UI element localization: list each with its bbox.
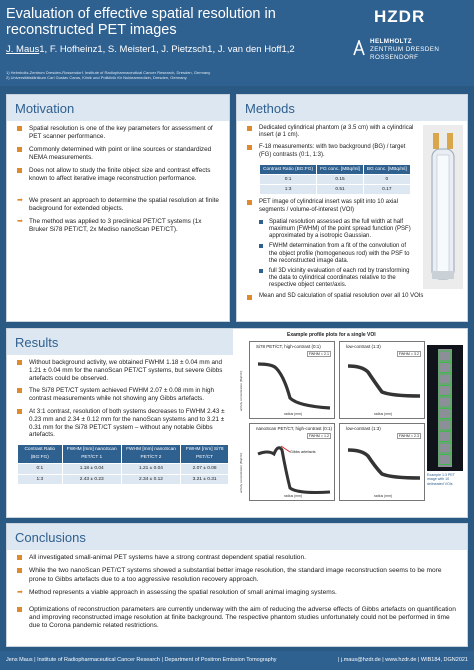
sub-bullet-text: FWHM determination from a fit of the convolution of the object profile (homogeneous rod) with the PSF to the reconstructed image data. [269, 243, 410, 264]
table-cell: 2.34 ± 0.12 [121, 474, 180, 485]
table-header-cell: FWHM [mm] nanoScan PET/CT 2 [121, 445, 180, 464]
arrow-right-icon: ➡ [17, 589, 23, 597]
conclusions-content [17, 554, 459, 636]
affiliation-1: 1) Helmholtz-Zentrum Dresden-Rossendorf, Institute of Radiopharmaceutical Cancer Research, Dresden, Germany [6, 70, 211, 75]
sub-bullet-icon [259, 244, 263, 248]
methods-bullet [247, 144, 415, 158]
arrow-right-icon: ➡ [17, 197, 23, 204]
profile-figure [237, 331, 465, 515]
footer-left: Jens Maus | Institute of Radiopharmaceutical Cancer Research | Department of Positron Emission Tomography [6, 657, 277, 663]
fwhm-label: FWHM = 3.2 [398, 352, 419, 356]
plot-label: nanoScan PET/CT, high-contrast (0:1) [256, 426, 333, 431]
sub-bullet-icon [259, 269, 263, 273]
table-header-row [18, 445, 229, 464]
table-cell: 1.21 ± 0.04 [121, 463, 180, 474]
methods-sub-bullet [259, 268, 415, 290]
results-content [17, 359, 235, 485]
concentration-table [259, 164, 411, 196]
other-authors: 1, F. Hofheinz1, S. Meister1, J. Pietzsch1, J. van den Hoff1,2 [39, 44, 295, 55]
plot-label: Si78 PET/CT, high-contrast (0:1) [256, 344, 321, 349]
bullet-text: F-18 measurements: with two background (BG) / target (FG) contrasts (0:1, 1:3). [259, 144, 406, 158]
table-cell: 0.15 [317, 175, 364, 185]
plot-nanoscan-low [339, 423, 425, 501]
sub-bullet-text: Spatial resolution assessed as the full width at half maximum (FWHM) of the point spread function (PSF) approximated by a isotropic Gaussian. [269, 218, 411, 240]
bullet-text: While the two nanoScan PET/CT systems showed a substantial better image resolution, the standard image reconstruction seems to be more prone to Gibbs artefacts due to a too aggressive resolution recovery approach. [29, 567, 442, 583]
profile-curve-nanoscan-high [250, 424, 336, 502]
table-row [260, 175, 411, 185]
bullet-square-icon [17, 409, 22, 414]
helm-line-3: ROSSENDORF [370, 54, 419, 61]
plot-nanoscan-high [249, 423, 335, 501]
phantom-photo [423, 125, 463, 289]
voi-caption: Example 1:3 PET image with 10 delineated VOIs [427, 473, 455, 486]
motivation-arrow-item [17, 197, 221, 213]
helm-line-1: HELMHOLTZ [370, 38, 412, 45]
affiliation-2: 2) Universitätsklinikum Carl Gustav Carus, Klinik und Poliklinik für Nuklearmedizin, Dresden, Germany [6, 75, 187, 80]
table-cell: 1:3 [260, 185, 317, 195]
bullet-square-icon [247, 295, 252, 300]
bullet-square-icon [17, 147, 22, 152]
table-cell: 0:1 [18, 463, 63, 474]
bullet-text: Without background activity, we obtained FWHM 1.18 ± 0.04 mm and 1.21 ± 0.04 mm for the nanoScan PET/CT systems, but severe Gibbs artefacts could be observed. [29, 359, 223, 382]
bullet-square-icon [17, 555, 22, 560]
y-axis-label: activity concentration (Bq/cm³) [239, 452, 243, 493]
x-axis-label: radius (mm) [284, 412, 303, 416]
poster-title: Evaluation of effective spatial resolution in reconstructed PET images [6, 6, 276, 38]
bullet-square-icon [17, 607, 22, 612]
bullet-text: At 3:1 contrast, resolution of both systems decreases to FWHM 2.43 ± 0.23 mm and 2.34 ± 0.12 mm for the nanoScan systems and to 3.21 ± 0.31 mm for the Si78 PET/CT system – without any notable Gibbs artefacts. [29, 407, 225, 439]
plot-label: low-contrast (1:3) [346, 344, 381, 349]
conclusions-bullet [17, 567, 459, 584]
x-axis-label: radius (mm) [374, 412, 393, 416]
methods-title: Methods [245, 101, 295, 116]
table-cell: 0.51 [317, 185, 364, 195]
table-header-cell: FWHM [mm] Si78 PET/CT [181, 445, 229, 464]
motivation-bullet [17, 125, 221, 141]
first-author: J. Maus [6, 44, 40, 55]
motivation-content [17, 125, 221, 239]
table-row [18, 474, 229, 485]
bullet-text: Dedicated cylindrical phantom (ø 3.5 cm) with a cylindrical insert (ø 1 cm). [259, 125, 414, 139]
table-cell: 3.21 ± 0.31 [181, 474, 229, 485]
bullet-text: PET image of cylindrical insert was split into 10 axial segments / volume-of-interest (VOI) [259, 199, 398, 213]
methods-sub-list [259, 219, 415, 290]
table-row [260, 185, 411, 195]
bullet-square-icon [17, 126, 22, 131]
table-cell: 0.17 [363, 185, 410, 195]
affiliations [6, 70, 336, 80]
methods-bullet [247, 125, 415, 139]
x-axis-label: radius (mm) [284, 494, 303, 498]
motivation-header [7, 95, 229, 121]
helm-line-2: ZENTRUM DRESDEN [370, 46, 440, 53]
methods-last-bullet [247, 293, 459, 300]
profile-curve-si78-low [340, 342, 426, 420]
conclusions-title: Conclusions [15, 530, 86, 545]
conclusions-header [7, 524, 467, 550]
author-list [6, 44, 295, 55]
methods-bullet [247, 199, 415, 213]
y-axis-label: activity concentration (Bq/cm³) [239, 370, 243, 411]
figure-title: Example profile plots for a single VOI [287, 332, 376, 338]
bullet-text: Optimizations of reconstruction parameters are currently underway with the aim of reducing the adverse effects of Gibbs artefacts on quantification and improving reconstructed image resolution at finite background. The respective phantom studies unfortunately could not be performed in time due to Corona pandemic related restrictions. [29, 605, 456, 630]
methods-panel [236, 94, 468, 322]
table-header-cell: Contrast Ratio (BG:FG) [18, 445, 63, 464]
bullet-square-icon [17, 388, 22, 393]
results-title: Results [15, 335, 59, 350]
table-header-cell: FG conc. [MBq/ml] [317, 164, 364, 174]
sub-bullet-icon [259, 220, 263, 224]
bullet-square-icon [247, 200, 252, 205]
arrow-text: Method represents a viable approach in assessing the spatial resolution of small animal imaging systems. [29, 589, 337, 597]
arrow-text: The method was applied to 3 preclinical PET/CT systems (1x Bruker Si78 PET/CT, 2x Mediso nanoScan PET/CT). [29, 218, 202, 233]
motivation-arrow-item [17, 218, 221, 234]
table-cell: 2.43 ± 0.23 [62, 474, 121, 485]
table-cell: 0 [363, 175, 410, 185]
motivation-title: Motivation [15, 101, 75, 116]
motivation-panel [6, 94, 230, 322]
bullet-text: Commonly determined with point or line sources or standardized NEMA measurements. [29, 146, 212, 161]
motivation-bullet [17, 167, 221, 183]
fwhm-table [17, 444, 229, 485]
table-row [18, 463, 229, 474]
poster-header [0, 0, 474, 86]
table-cell: 1:3 [18, 474, 63, 485]
methods-sub-bullet [259, 243, 415, 265]
bullet-text: The Si78 PET/CT system achieved FWHM 2.07 ± 0.08 mm in high contrast measurements while not showing any Gibbs artefacts. [29, 387, 214, 403]
methods-content [247, 125, 415, 293]
x-axis-label: radius (mm) [374, 494, 393, 498]
bullet-text: Does not allow to study the finite object size and contrast effects known to affect iterative image reconstruction performance. [29, 167, 211, 182]
footer-right: | j.maus@hzdr.de | www.hzdr.de | WIB184, DGN2021 [337, 657, 468, 663]
results-panel [6, 328, 468, 518]
profile-curve-si78-high [250, 342, 336, 420]
plot-si78-low [339, 341, 425, 419]
table-header-cell: BG conc. [MBq/ml] [363, 164, 410, 174]
bullet-square-icon [247, 145, 252, 150]
results-bullet [17, 408, 235, 439]
profile-curve-nanoscan-low [340, 424, 426, 502]
plot-si78-high [249, 341, 335, 419]
results-header [7, 329, 233, 355]
table-cell: 2.07 ± 0.08 [181, 463, 229, 474]
conclusions-bullet [17, 606, 459, 631]
bullet-square-icon [17, 568, 22, 573]
results-bullet [17, 387, 235, 403]
fwhm-label: FWHM = 2.3 [398, 434, 419, 438]
table-header-row [260, 164, 411, 174]
fwhm-label: FWHM = 1.2 [308, 434, 329, 438]
results-bullet [17, 359, 235, 382]
motivation-bullet [17, 146, 221, 162]
arrow-right-icon: ➡ [17, 218, 23, 225]
plot-label: low-contrast (1:3) [346, 426, 381, 431]
voi-example-image [427, 345, 463, 471]
bullet-text: Spatial resolution is one of the key parameters for assessment of PET scanner performance. [29, 125, 213, 140]
conclusions-arrow-item [17, 589, 459, 597]
gibbs-annotation: Gibbs artefacts [290, 450, 316, 454]
poster-footer [0, 651, 474, 670]
sub-bullet-text: full 3D vicinity evaluation of each rod by transforming the data to cylindrical coordinates relative to the respective object center/axis. [269, 268, 410, 289]
bullet-text: All investigated small-animal PET systems have a strong contrast dependent spatial resolution. [29, 554, 306, 561]
conclusions-panel [6, 523, 468, 647]
table-header-cell: Contrast Ratio (BG:FG) [260, 164, 317, 174]
methods-sub-bullet [259, 219, 415, 241]
table-cell: 0:1 [260, 175, 317, 185]
conclusions-bullet [17, 554, 459, 562]
arrow-text: We present an approach to determine the spatial resolution at finite background for extended objects. [29, 197, 219, 212]
helmholtz-mark-icon [352, 40, 366, 56]
bullet-square-icon [247, 126, 252, 131]
table-cell: 1.18 ± 0.04 [62, 463, 121, 474]
helmholtz-text [370, 38, 439, 62]
methods-header [237, 95, 467, 121]
bullet-text: Mean and SD calculation of spatial resolution over all 10 VOIs [259, 293, 424, 299]
bullet-square-icon [17, 360, 22, 365]
fwhm-label: FWHM = 2.1 [308, 352, 329, 356]
bullet-square-icon [17, 168, 22, 173]
table-header-cell: FWHM [mm] nanoScan PET/CT 1 [62, 445, 121, 464]
hzdr-logo: HZDR [374, 7, 426, 26]
